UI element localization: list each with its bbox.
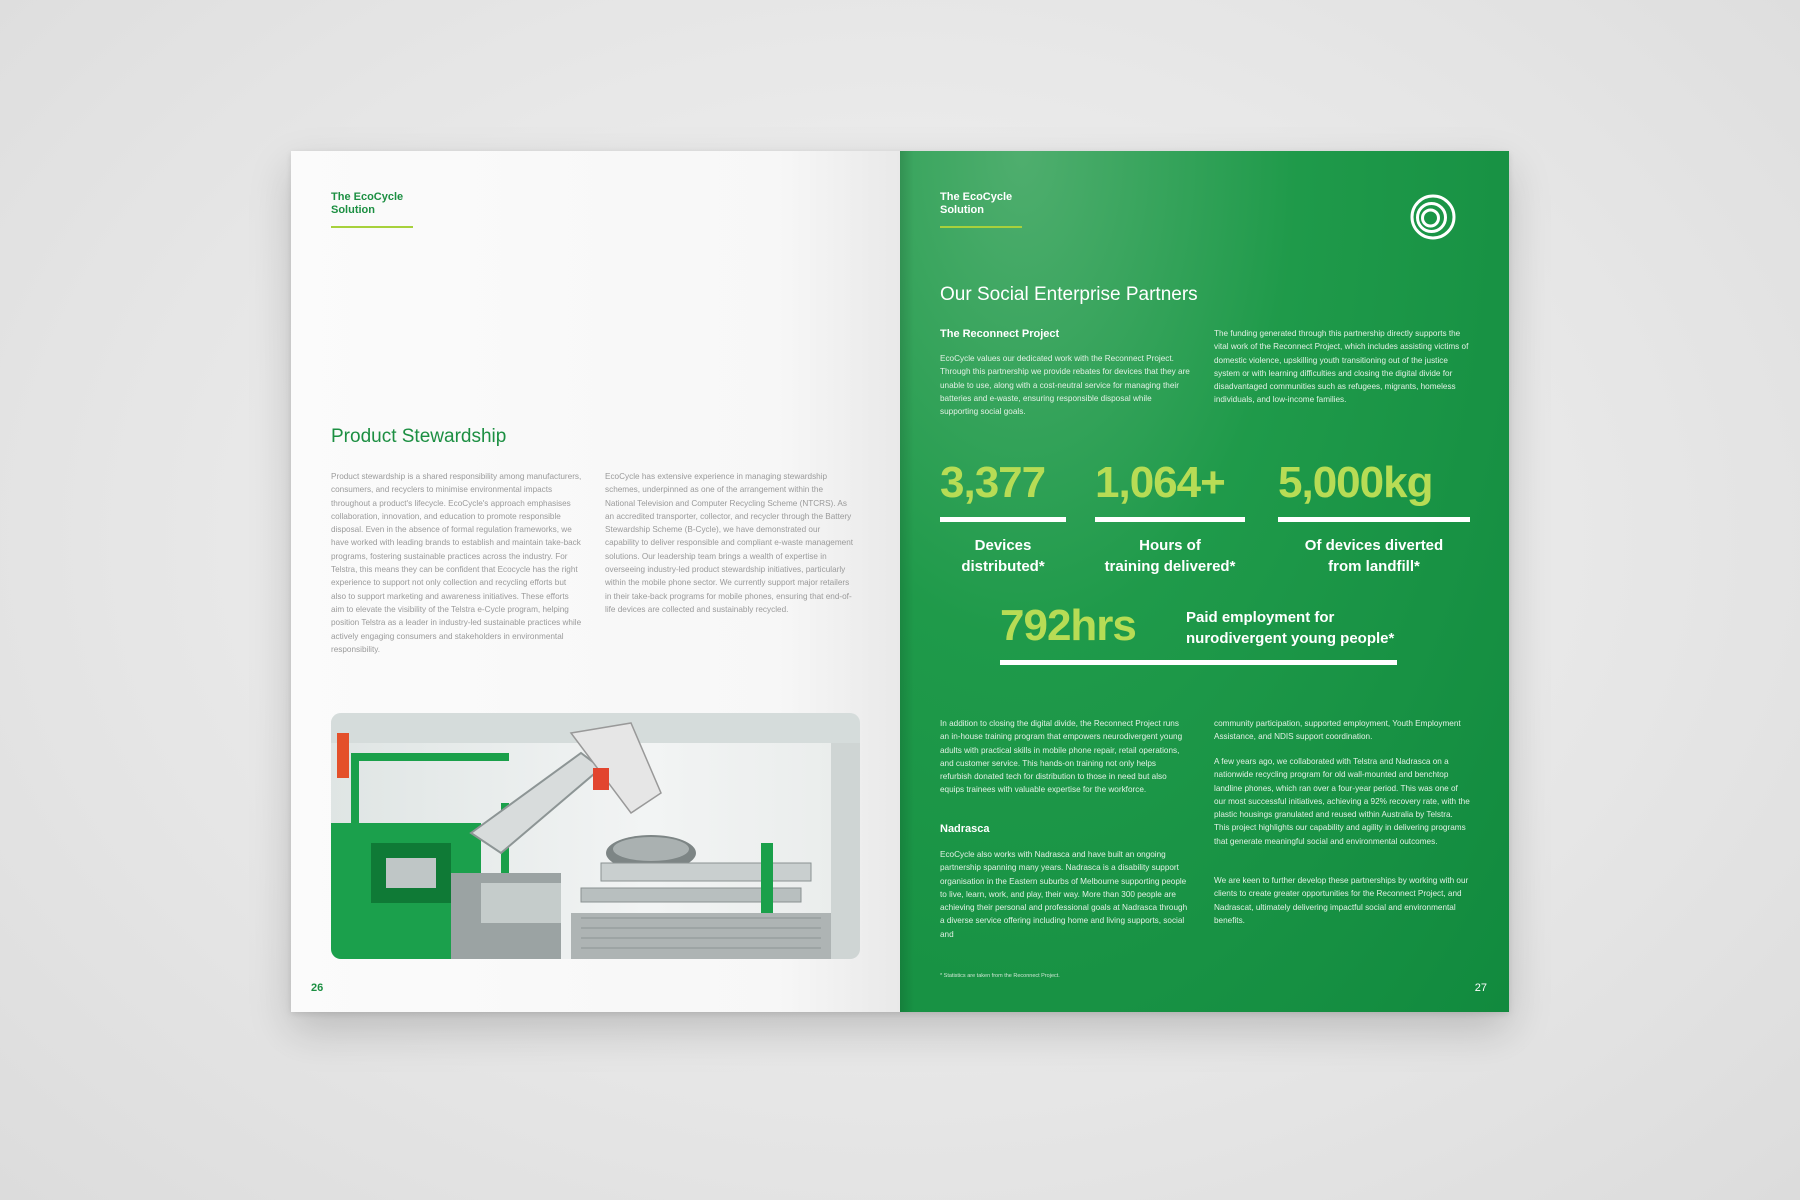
stat-devices-label: Devices distributed*	[961, 537, 1045, 575]
brochure-spread	[291, 151, 1509, 1012]
recycling-robot-photo	[331, 713, 860, 959]
stat-employment-bar	[1000, 660, 1397, 665]
recycling-robot-illustration	[331, 713, 860, 959]
body-column-1: Product stewardship is a shared responsibility among manufacturers, consumers, and recyclers to minimise environmental impacts throughout a product's lifecycle. EcoCycle's approach emphasises collaboration, innovation, and education to promote responsible disposal. Even in the absence of formal regulation frameworks, we have worked with leading brands to establish and maintain take-back programs, fostering sustainable practices across the industry. For Telstra, this means they can be confident that Ecocycle has the right experience to support not only collection and recycling efforts but also to support marketing and awareness initiatives. These efforts aim to elevate the visibility of the Telstra e-Cycle program, helping position Telstra as a leader in industry-led sustainable practices while actively engaging consumers and stakeholders in environmental responsibility.	[331, 472, 582, 654]
section-tag-underline	[940, 226, 1022, 228]
lower-col2-para1: community participation, supported employment, Youth Employment Assistance, and NDIS support coordination.	[1214, 719, 1461, 742]
gutter-shadow	[900, 151, 914, 1012]
lower-col2-para2: A few years ago, we collaborated with Telstra and Nadrasca on a nationwide recycling program for old wall-mounted and benchtop landline phones, which ran over a four-year period. This was one of our most successful initiatives, achieving a 92% recovery rate, with the plastic housings granulated and reused within Australia by Telstra. This project highlights our capability and agility in delivering programs that generate meaningful social and environmental outcomes.	[1214, 757, 1470, 846]
section-tag: The EcoCycle Solution	[331, 191, 404, 216]
section-tag-underline	[331, 226, 413, 228]
stat-training-bar	[1095, 517, 1245, 522]
right-page	[900, 151, 1509, 1012]
stat-landfill-bar	[1278, 517, 1470, 522]
stat-training-label: Hours of training delivered*	[1104, 537, 1236, 575]
reconnect-heading: The Reconnect Project	[940, 328, 1060, 340]
concentric-circles-icon	[1409, 193, 1457, 241]
stat-employment-value: 792hrs	[1000, 601, 1136, 650]
stat-landfill-value: 5,000kg	[1278, 458, 1433, 507]
stat-devices-bar	[940, 517, 1066, 522]
page-title: Product Stewardship	[331, 426, 507, 447]
nadrasca-text: EcoCycle also works with Nadrasca and have built an ongoing partnership spanning many years. Nadrasca is a disability support organisation in the Eastern suburbs of Melbourne supporting people to live, learn, work, and play, their way. More than 300 people are achieving their personal and professional goals at Nadrasca through a diverse service offering including home and living supports, social and	[940, 850, 1188, 939]
left-page	[291, 151, 900, 1012]
section-tag: The EcoCycle Solution	[940, 191, 1013, 216]
nadrasca-heading: Nadrasca	[940, 823, 990, 835]
reconnect-training-text: In addition to closing the digital divide, the Reconnect Project runs an in-house training program that empowers neurodivergent young adults with practical skills in mobile phone repair, retail operations, and customer service. This hands-on training not only helps refurbish donated tech for distribution to those in need but also equips trainees with valuable expertise for the workforce.	[940, 719, 1183, 795]
page-number: 27	[1474, 982, 1487, 994]
page-title: Our Social Enterprise Partners	[940, 284, 1198, 305]
reconnect-column-1: EcoCycle values our dedicated work with the Reconnect Project. Through this partnership we provide rebates for devices that they are unable to use, along with a cost-neutral service for managing their batteries and e-waste, ensuring responsible disposal while supporting social goals.	[940, 354, 1190, 417]
footnote: * Statistics are taken from the Reconnect Project.	[940, 973, 1060, 979]
page-number: 26	[311, 982, 324, 994]
stat-employment-label: Paid employment for nurodivergent young people*	[1186, 609, 1395, 647]
stat-devices-value: 3,377	[940, 458, 1046, 507]
lower-col2-para3: We are keen to further develop these partnerships by working with our clients to create greater opportunities for the Reconnect Project, and Nadrascat, ultimately delivering impactful social and environmental benefits.	[1214, 876, 1469, 925]
body-column-2: EcoCycle has extensive experience in managing stewardship schemes, underpinned as one of the arrangement within the National Television and Computer Recycling Scheme (NTCRS). As an accredited transporter, collector, and recycler through the Battery Stewardship Scheme (B-Cycle), we have demonstrated our capability to deliver responsible and compliant e-waste management solutions. Our leadership team brings a wealth of expertise in overseeing industry-led product stewardship initiatives, particularly within the mobile phone sector. We currently support major retailers in their take-back programs for mobile phones, ensuring that end-of-life devices are collected and sustainably recycled.	[605, 472, 854, 614]
stat-landfill-label: Of devices diverted from landfill*	[1304, 537, 1444, 575]
stat-training-value: 1,064+	[1095, 458, 1225, 507]
reconnect-column-2: The funding generated through this partnership directly supports the vital work of the Reconnect Project, which includes assisting victims of domestic violence, upskilling youth transitioning out of the justice system or with learning difficulties and closing the digital divide for disadvantaged communities such as refugees, migrants, homeless individuals, and low-income families.	[1214, 329, 1469, 405]
